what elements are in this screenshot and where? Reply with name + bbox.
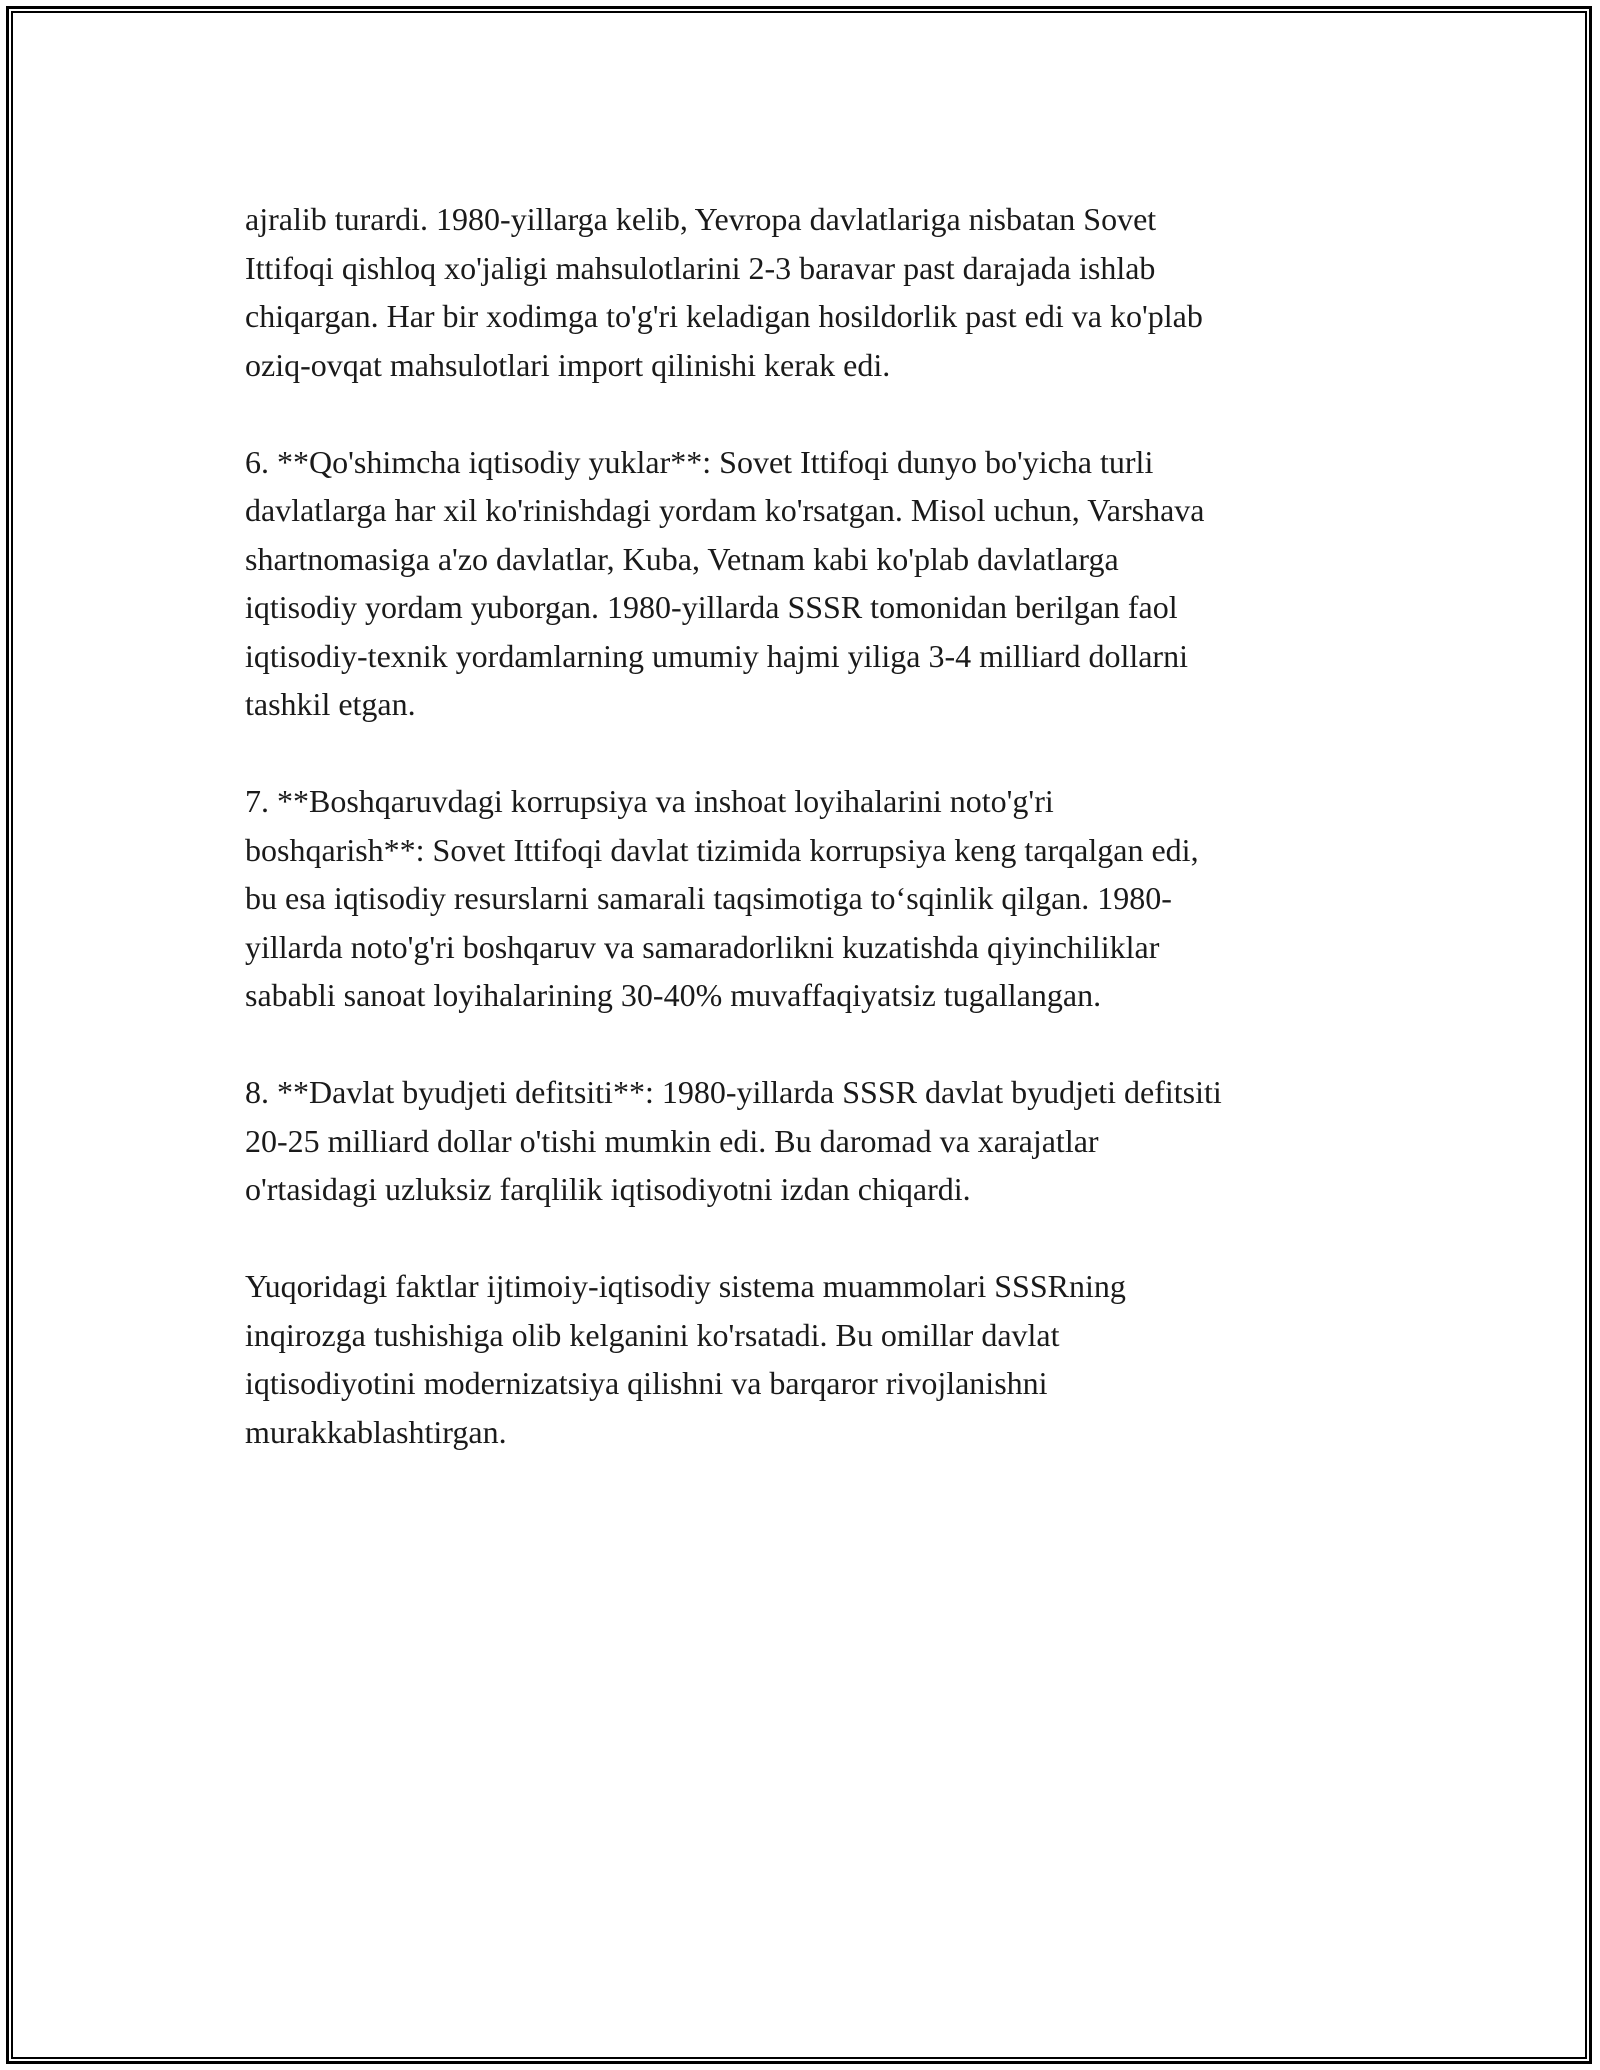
paragraph-budget-deficit bbox=[245, 1068, 1375, 1214]
text-line: o'rtasidagi uzluksiz farqlilik iqtisodiyotni izdan chiqardi. bbox=[245, 1171, 971, 1207]
page-border bbox=[6, 6, 1592, 2064]
text-line: Yuqoridagi faktlar ijtimoiy-iqtisodiy sistema muammolari SSSRning bbox=[245, 1268, 1126, 1304]
text-line: 7. **Boshqaruvdagi korrupsiya va inshoat loyihalarini noto'g'ri bbox=[245, 783, 1054, 819]
paragraph-corruption bbox=[245, 777, 1375, 1020]
text-line: shartnomasiga a'zo davlatlar, Kuba, Vetnam kabi ko'plab davlatlarga bbox=[245, 540, 1119, 577]
text-line: ajralib turardi. 1980-yillarga kelib, Yevropa davlatlariga nisbatan Sovet bbox=[245, 201, 1157, 237]
paragraph-conclusion bbox=[245, 1262, 1375, 1456]
text-line: 6. **Qo'shimcha iqtisodiy yuklar**: Sovet Ittifoqi dunyo bo'yicha turli bbox=[245, 443, 1154, 480]
text-line: tashkil etgan. bbox=[245, 686, 416, 722]
text-line: Ittifoqi qishloq xo'jaligi mahsulotlarini 2-3 baravar past darajada ishlab bbox=[245, 249, 1156, 286]
paragraph-agriculture bbox=[245, 195, 1375, 389]
text-line: chiqargan. Har bir xodimga to'g'ri keladigan hosildorlik past edi va ko'plab bbox=[245, 298, 1203, 334]
text-line: inqirozga tushishiga olib kelganini ko'rsatadi. Bu omillar davlat bbox=[245, 1316, 1060, 1353]
text-line: bu esa iqtisodiy resurslarni samarali taqsimotiga to‘sqinlik qilgan. 1980- bbox=[245, 880, 1172, 916]
text-line: iqtisodiyotini modernizatsiya qilishni va barqaror rivojlanishni bbox=[245, 1365, 1048, 1401]
text-line: iqtisodiy-texnik yordamlarning umumiy hajmi yiliga 3-4 milliard dollarni bbox=[245, 637, 1188, 674]
text-line: iqtisodiy yordam yuborgan. 1980-yillarda SSSR tomonidan berilgan faol bbox=[245, 589, 1178, 625]
text-line: oziq-ovqat mahsulotlari import qilinishi kerak edi. bbox=[245, 346, 891, 383]
text-line: davlatlarga har xil ko'rinishdagi yordam ko'rsatgan. Misol uchun, Varshava bbox=[245, 492, 1205, 528]
text-line: boshqarish**: Sovet Ittifoqi davlat tizimida korrupsiya keng tarqalgan edi, bbox=[245, 831, 1199, 868]
text-line: 20-25 milliard dollar o'tishi mumkin edi. Bu daromad va xarajatlar bbox=[245, 1122, 1099, 1159]
document-body bbox=[245, 195, 1375, 1505]
paragraph-economic-burdens bbox=[245, 438, 1375, 729]
text-line: yillarda noto'g'ri boshqaruv va samaradorlikni kuzatishda qiyinchiliklar bbox=[245, 928, 1160, 965]
text-line: sababli sanoat loyihalarining 30-40% muvaffaqiyatsiz tugallangan. bbox=[245, 977, 1102, 1013]
text-line: 8. **Davlat byudjeti defitsiti**: 1980-yillarda SSSR davlat byudjeti defitsiti bbox=[245, 1074, 1222, 1110]
text-line: murakkablashtirgan. bbox=[245, 1413, 507, 1450]
